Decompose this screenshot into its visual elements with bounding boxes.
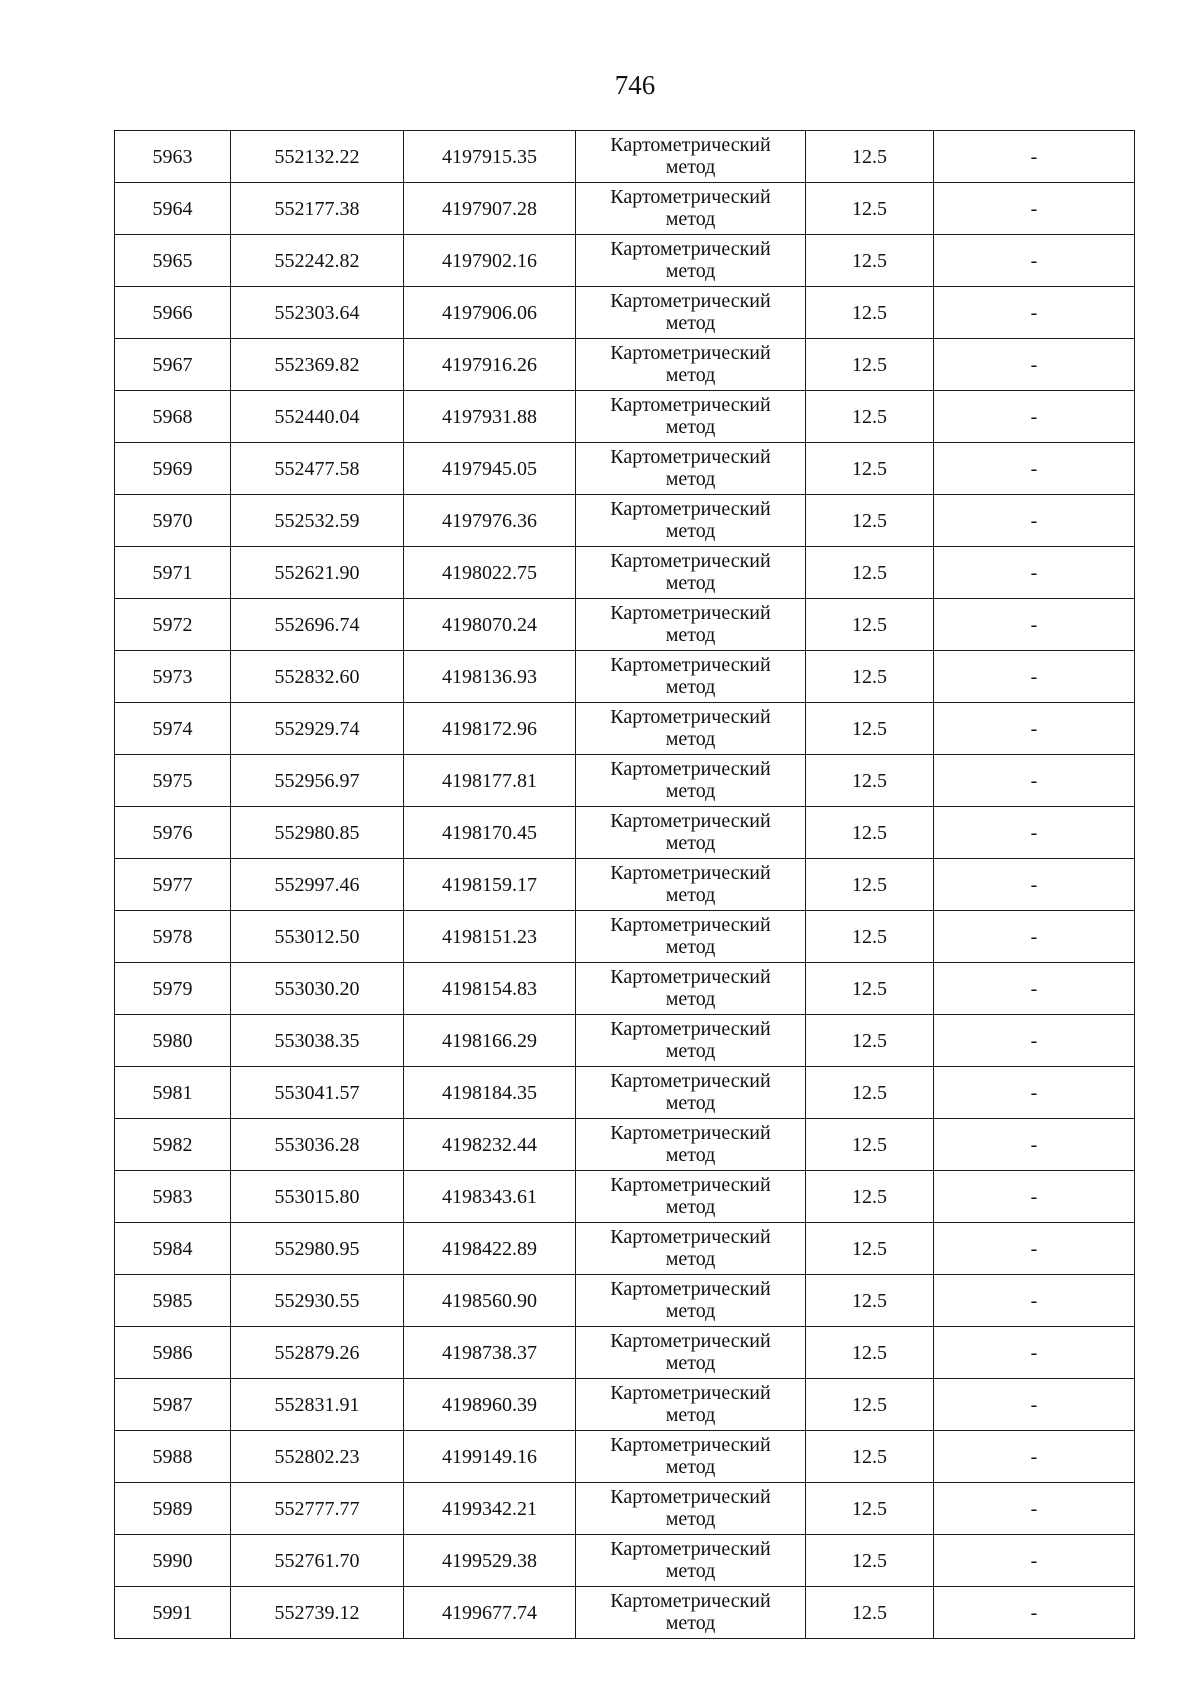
y-coordinate-cell: 4199149.16 — [404, 1431, 576, 1483]
point-number-cell: 5977 — [115, 859, 231, 911]
method-line-1: Картометрический — [610, 445, 771, 468]
note-cell: - — [934, 599, 1135, 651]
method-cell — [576, 911, 806, 963]
x-coordinate-cell: 552739.12 — [231, 1587, 404, 1639]
y-coordinate-cell: 4198172.96 — [404, 703, 576, 755]
y-coordinate-cell: 4198738.37 — [404, 1327, 576, 1379]
method-line-1: Картометрический — [610, 1329, 771, 1352]
note-cell: - — [934, 1535, 1135, 1587]
accuracy-cell: 12.5 — [806, 131, 934, 183]
method-cell — [576, 235, 806, 287]
method-cell — [576, 339, 806, 391]
method-line-2: метод — [665, 1559, 716, 1582]
table-row — [115, 1483, 1135, 1535]
point-number-cell: 5965 — [115, 235, 231, 287]
accuracy-cell: 12.5 — [806, 1431, 934, 1483]
point-number-cell: 5989 — [115, 1483, 231, 1535]
method-line-2: метод — [665, 779, 716, 802]
note-cell: - — [934, 963, 1135, 1015]
x-coordinate-cell: 552980.85 — [231, 807, 404, 859]
method-line-2: метод — [665, 883, 716, 906]
method-cell — [576, 1535, 806, 1587]
note-cell: - — [934, 807, 1135, 859]
accuracy-cell: 12.5 — [806, 1223, 934, 1275]
accuracy-cell: 12.5 — [806, 1119, 934, 1171]
point-number-cell: 5990 — [115, 1535, 231, 1587]
method-line-2: метод — [665, 1455, 716, 1478]
note-cell: - — [934, 755, 1135, 807]
note-cell: - — [934, 1327, 1135, 1379]
x-coordinate-cell: 552761.70 — [231, 1535, 404, 1587]
method-line-1: Картометрический — [610, 393, 771, 416]
method-cell — [576, 443, 806, 495]
x-coordinate-cell: 553015.80 — [231, 1171, 404, 1223]
note-cell: - — [934, 1431, 1135, 1483]
point-number-cell: 5982 — [115, 1119, 231, 1171]
method-line-1: Картометрический — [610, 1381, 771, 1404]
method-line-2: метод — [665, 675, 716, 698]
y-coordinate-cell: 4198177.81 — [404, 755, 576, 807]
note-cell: - — [934, 131, 1135, 183]
point-number-cell: 5983 — [115, 1171, 231, 1223]
table-row — [115, 443, 1135, 495]
x-coordinate-cell: 552832.60 — [231, 651, 404, 703]
point-number-cell: 5971 — [115, 547, 231, 599]
point-number-cell: 5986 — [115, 1327, 231, 1379]
method-line-1: Картометрический — [610, 1277, 771, 1300]
method-cell — [576, 1379, 806, 1431]
x-coordinate-cell: 552477.58 — [231, 443, 404, 495]
note-cell: - — [934, 1171, 1135, 1223]
y-coordinate-cell: 4198170.45 — [404, 807, 576, 859]
x-coordinate-cell: 552369.82 — [231, 339, 404, 391]
accuracy-cell: 12.5 — [806, 1587, 934, 1639]
note-cell: - — [934, 495, 1135, 547]
method-line-2: метод — [665, 987, 716, 1010]
note-cell: - — [934, 911, 1135, 963]
note-cell: - — [934, 703, 1135, 755]
method-line-2: метод — [665, 623, 716, 646]
method-cell — [576, 1223, 806, 1275]
point-number-cell: 5964 — [115, 183, 231, 235]
method-line-1: Картометрический — [610, 861, 771, 884]
point-number-cell: 5979 — [115, 963, 231, 1015]
method-line-1: Картометрический — [610, 1537, 771, 1560]
point-number-cell: 5976 — [115, 807, 231, 859]
note-cell: - — [934, 391, 1135, 443]
accuracy-cell: 12.5 — [806, 807, 934, 859]
y-coordinate-cell: 4198151.23 — [404, 911, 576, 963]
method-line-1: Картометрический — [610, 1173, 771, 1196]
x-coordinate-cell: 553036.28 — [231, 1119, 404, 1171]
accuracy-cell: 12.5 — [806, 1535, 934, 1587]
y-coordinate-cell: 4198960.39 — [404, 1379, 576, 1431]
method-line-1: Картометрический — [610, 497, 771, 520]
method-line-2: метод — [665, 1143, 716, 1166]
x-coordinate-cell: 552929.74 — [231, 703, 404, 755]
table-row — [115, 599, 1135, 651]
method-line-2: метод — [665, 571, 716, 594]
table-row — [115, 651, 1135, 703]
method-cell — [576, 755, 806, 807]
coordinates-table-body — [115, 131, 1135, 1639]
method-line-1: Картометрический — [610, 1069, 771, 1092]
table-row — [115, 287, 1135, 339]
note-cell: - — [934, 287, 1135, 339]
method-line-2: метод — [665, 415, 716, 438]
method-cell — [576, 1171, 806, 1223]
method-line-2: метод — [665, 1195, 716, 1218]
note-cell: - — [934, 1275, 1135, 1327]
method-line-2: метод — [665, 259, 716, 282]
y-coordinate-cell: 4198166.29 — [404, 1015, 576, 1067]
note-cell: - — [934, 1119, 1135, 1171]
x-coordinate-cell: 552777.77 — [231, 1483, 404, 1535]
method-cell — [576, 183, 806, 235]
method-cell — [576, 547, 806, 599]
point-number-cell: 5991 — [115, 1587, 231, 1639]
accuracy-cell: 12.5 — [806, 755, 934, 807]
method-cell — [576, 1067, 806, 1119]
x-coordinate-cell: 552177.38 — [231, 183, 404, 235]
y-coordinate-cell: 4197915.35 — [404, 131, 576, 183]
point-number-cell: 5969 — [115, 443, 231, 495]
point-number-cell: 5974 — [115, 703, 231, 755]
point-number-cell: 5985 — [115, 1275, 231, 1327]
point-number-cell: 5967 — [115, 339, 231, 391]
note-cell: - — [934, 443, 1135, 495]
y-coordinate-cell: 4198184.35 — [404, 1067, 576, 1119]
table-row — [115, 1431, 1135, 1483]
method-cell — [576, 1119, 806, 1171]
method-line-1: Картометрический — [610, 601, 771, 624]
method-cell — [576, 391, 806, 443]
page-number: 746 — [614, 70, 656, 100]
accuracy-cell: 12.5 — [806, 859, 934, 911]
table-row — [115, 1379, 1135, 1431]
method-line-2: метод — [665, 727, 716, 750]
table-row — [115, 1119, 1135, 1171]
table-row — [115, 391, 1135, 443]
method-cell — [576, 1275, 806, 1327]
table-row — [115, 1535, 1135, 1587]
accuracy-cell: 12.5 — [806, 1171, 934, 1223]
point-number-cell: 5978 — [115, 911, 231, 963]
point-number-cell: 5973 — [115, 651, 231, 703]
y-coordinate-cell: 4197931.88 — [404, 391, 576, 443]
accuracy-cell: 12.5 — [806, 1275, 934, 1327]
method-line-2: метод — [665, 935, 716, 958]
method-cell — [576, 1483, 806, 1535]
note-cell: - — [934, 235, 1135, 287]
y-coordinate-cell: 4198070.24 — [404, 599, 576, 651]
table-row — [115, 703, 1135, 755]
method-line-2: метод — [665, 1351, 716, 1374]
accuracy-cell: 12.5 — [806, 651, 934, 703]
method-line-1: Картометрический — [610, 1121, 771, 1144]
method-cell — [576, 1587, 806, 1639]
method-line-1: Картометрический — [610, 757, 771, 780]
method-line-1: Картометрический — [610, 341, 771, 364]
y-coordinate-cell: 4198159.17 — [404, 859, 576, 911]
table-row — [115, 1171, 1135, 1223]
method-cell — [576, 963, 806, 1015]
x-coordinate-cell: 552802.23 — [231, 1431, 404, 1483]
accuracy-cell: 12.5 — [806, 495, 934, 547]
y-coordinate-cell: 4197945.05 — [404, 443, 576, 495]
x-coordinate-cell: 552831.91 — [231, 1379, 404, 1431]
accuracy-cell: 12.5 — [806, 339, 934, 391]
x-coordinate-cell: 553041.57 — [231, 1067, 404, 1119]
method-cell — [576, 287, 806, 339]
accuracy-cell: 12.5 — [806, 1327, 934, 1379]
method-line-2: метод — [665, 831, 716, 854]
x-coordinate-cell: 552242.82 — [231, 235, 404, 287]
accuracy-cell: 12.5 — [806, 703, 934, 755]
note-cell: - — [934, 1015, 1135, 1067]
method-cell — [576, 1015, 806, 1067]
y-coordinate-cell: 4198154.83 — [404, 963, 576, 1015]
accuracy-cell: 12.5 — [806, 963, 934, 1015]
table-row — [115, 235, 1135, 287]
table-row — [115, 547, 1135, 599]
method-line-2: метод — [665, 467, 716, 490]
coordinates-table — [114, 130, 1135, 1639]
point-number-cell: 5987 — [115, 1379, 231, 1431]
accuracy-cell: 12.5 — [806, 547, 934, 599]
y-coordinate-cell: 4199342.21 — [404, 1483, 576, 1535]
method-line-2: метод — [665, 1403, 716, 1426]
method-line-1: Картометрический — [610, 1589, 771, 1612]
note-cell: - — [934, 1379, 1135, 1431]
method-line-1: Картометрический — [610, 549, 771, 572]
method-cell — [576, 651, 806, 703]
note-cell: - — [934, 859, 1135, 911]
table-row — [115, 807, 1135, 859]
method-line-2: метод — [665, 1091, 716, 1114]
accuracy-cell: 12.5 — [806, 1483, 934, 1535]
note-cell: - — [934, 183, 1135, 235]
point-number-cell: 5968 — [115, 391, 231, 443]
y-coordinate-cell: 4198422.89 — [404, 1223, 576, 1275]
method-line-1: Картометрический — [610, 1225, 771, 1248]
accuracy-cell: 12.5 — [806, 1379, 934, 1431]
method-line-1: Картометрический — [610, 965, 771, 988]
method-line-1: Картометрический — [610, 653, 771, 676]
table-row — [115, 1587, 1135, 1639]
y-coordinate-cell: 4198343.61 — [404, 1171, 576, 1223]
y-coordinate-cell: 4197906.06 — [404, 287, 576, 339]
point-number-cell: 5972 — [115, 599, 231, 651]
method-line-1: Картометрический — [610, 1485, 771, 1508]
accuracy-cell: 12.5 — [806, 287, 934, 339]
method-line-1: Картометрический — [610, 809, 771, 832]
table-row — [115, 1015, 1135, 1067]
method-line-1: Картометрический — [610, 705, 771, 728]
x-coordinate-cell: 552879.26 — [231, 1327, 404, 1379]
y-coordinate-cell: 4197907.28 — [404, 183, 576, 235]
x-coordinate-cell: 552930.55 — [231, 1275, 404, 1327]
table-row — [115, 131, 1135, 183]
note-cell: - — [934, 1223, 1135, 1275]
point-number-cell: 5975 — [115, 755, 231, 807]
method-cell — [576, 703, 806, 755]
x-coordinate-cell: 553012.50 — [231, 911, 404, 963]
point-number-cell: 5988 — [115, 1431, 231, 1483]
method-cell — [576, 859, 806, 911]
y-coordinate-cell: 4198560.90 — [404, 1275, 576, 1327]
note-cell: - — [934, 1483, 1135, 1535]
method-cell — [576, 1431, 806, 1483]
table-row — [115, 963, 1135, 1015]
point-number-cell: 5966 — [115, 287, 231, 339]
method-cell — [576, 1327, 806, 1379]
table-row — [115, 339, 1135, 391]
x-coordinate-cell: 553030.20 — [231, 963, 404, 1015]
x-coordinate-cell: 552303.64 — [231, 287, 404, 339]
method-cell — [576, 131, 806, 183]
note-cell: - — [934, 651, 1135, 703]
x-coordinate-cell: 552980.95 — [231, 1223, 404, 1275]
note-cell: - — [934, 339, 1135, 391]
method-line-1: Картометрический — [610, 1017, 771, 1040]
note-cell: - — [934, 547, 1135, 599]
method-line-2: метод — [665, 1247, 716, 1270]
method-line-2: метод — [665, 1039, 716, 1062]
accuracy-cell: 12.5 — [806, 599, 934, 651]
x-coordinate-cell: 552696.74 — [231, 599, 404, 651]
y-coordinate-cell: 4197976.36 — [404, 495, 576, 547]
accuracy-cell: 12.5 — [806, 183, 934, 235]
method-line-1: Картометрический — [610, 133, 771, 156]
y-coordinate-cell: 4197916.26 — [404, 339, 576, 391]
method-cell — [576, 599, 806, 651]
point-number-cell: 5980 — [115, 1015, 231, 1067]
method-line-2: метод — [665, 363, 716, 386]
y-coordinate-cell: 4197902.16 — [404, 235, 576, 287]
note-cell: - — [934, 1067, 1135, 1119]
point-number-cell: 5984 — [115, 1223, 231, 1275]
y-coordinate-cell: 4198232.44 — [404, 1119, 576, 1171]
accuracy-cell: 12.5 — [806, 443, 934, 495]
table-row — [115, 183, 1135, 235]
method-cell — [576, 495, 806, 547]
method-line-1: Картометрический — [610, 913, 771, 936]
accuracy-cell: 12.5 — [806, 911, 934, 963]
x-coordinate-cell: 552621.90 — [231, 547, 404, 599]
note-cell: - — [934, 1587, 1135, 1639]
method-line-2: метод — [665, 519, 716, 542]
method-line-1: Картометрический — [610, 237, 771, 260]
method-line-1: Картометрический — [610, 1433, 771, 1456]
method-line-2: метод — [665, 1299, 716, 1322]
y-coordinate-cell: 4199677.74 — [404, 1587, 576, 1639]
accuracy-cell: 12.5 — [806, 235, 934, 287]
method-line-2: метод — [665, 207, 716, 230]
table-row — [115, 495, 1135, 547]
accuracy-cell: 12.5 — [806, 391, 934, 443]
x-coordinate-cell: 552440.04 — [231, 391, 404, 443]
method-cell — [576, 807, 806, 859]
table-row — [115, 1275, 1135, 1327]
point-number-cell: 5970 — [115, 495, 231, 547]
point-number-cell: 5981 — [115, 1067, 231, 1119]
method-line-2: метод — [665, 155, 716, 178]
table-row — [115, 1223, 1135, 1275]
x-coordinate-cell: 553038.35 — [231, 1015, 404, 1067]
y-coordinate-cell: 4199529.38 — [404, 1535, 576, 1587]
x-coordinate-cell: 552532.59 — [231, 495, 404, 547]
method-line-2: метод — [665, 311, 716, 334]
table-row — [115, 911, 1135, 963]
table-row — [115, 1327, 1135, 1379]
table-row — [115, 1067, 1135, 1119]
method-line-2: метод — [665, 1507, 716, 1530]
x-coordinate-cell: 552132.22 — [231, 131, 404, 183]
method-line-1: Картометрический — [610, 289, 771, 312]
point-number-cell: 5963 — [115, 131, 231, 183]
accuracy-cell: 12.5 — [806, 1067, 934, 1119]
table-row — [115, 755, 1135, 807]
y-coordinate-cell: 4198136.93 — [404, 651, 576, 703]
table-row — [115, 859, 1135, 911]
x-coordinate-cell: 552997.46 — [231, 859, 404, 911]
method-line-1: Картометрический — [610, 185, 771, 208]
y-coordinate-cell: 4198022.75 — [404, 547, 576, 599]
x-coordinate-cell: 552956.97 — [231, 755, 404, 807]
method-line-2: метод — [665, 1611, 716, 1634]
accuracy-cell: 12.5 — [806, 1015, 934, 1067]
